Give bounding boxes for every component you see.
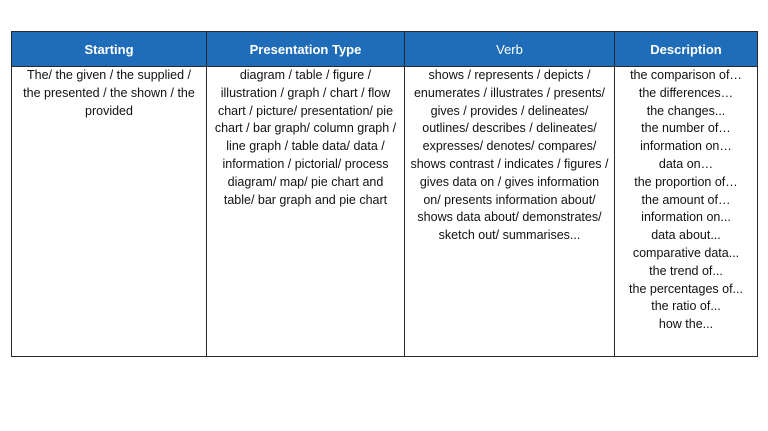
cell-line: enumerates / illustrates / presents/ <box>413 85 606 100</box>
cell-line: the percentages of... <box>629 281 743 296</box>
cell-presentation-type <box>207 67 405 357</box>
cell-line: the amount of… <box>641 192 731 207</box>
cell-line: data on… <box>658 156 714 171</box>
cell-line: information / pictorial/ process <box>222 156 389 171</box>
cell-verb <box>405 67 615 357</box>
cell-line: information on... <box>641 210 731 225</box>
cell-line: shows data about/ demonstrates/ <box>417 210 602 225</box>
cell-line: the proportion of… <box>634 174 738 189</box>
cell-line: line graph / table data/ data / <box>226 139 385 154</box>
cell-line: chart / picture/ presentation/ pie <box>217 103 394 118</box>
cell-line: The/ the given / the supplied / <box>27 68 191 82</box>
cell-line: information on… <box>640 139 732 154</box>
cell-line: the changes... <box>646 103 726 118</box>
vocabulary-table-container <box>11 31 757 357</box>
header-verb: Verb <box>405 32 615 67</box>
cell-line: the presented / the shown / the <box>23 85 195 100</box>
cell-line: the ratio of... <box>651 299 721 314</box>
header-description: Description <box>615 32 758 67</box>
cell-line: diagram/ map/ pie chart and <box>227 174 384 189</box>
cell-line: outlines/ describes / delineates/ <box>422 121 597 136</box>
cell-line: the number of… <box>641 121 731 136</box>
cell-line: provided <box>85 103 133 118</box>
cell-line: the trend of... <box>649 263 723 278</box>
header-presentation-type: Presentation Type <box>207 32 405 67</box>
cell-line: chart / bar graph/ column graph / <box>214 121 397 136</box>
cell-line: data about... <box>651 228 721 243</box>
cell-line: gives / provides / delineates/ <box>430 103 589 118</box>
cell-line: shows contrast / indicates / figures / <box>410 156 609 171</box>
cell-line: gives data on / gives information <box>419 174 600 189</box>
cell-starting <box>12 67 207 357</box>
vocabulary-table <box>11 31 758 357</box>
cell-description <box>615 67 758 357</box>
cell-line: illustration / graph / chart / flow <box>220 85 391 100</box>
cell-line: the differences… <box>638 85 734 100</box>
cell-line: shows / represents / depicts / <box>428 68 591 82</box>
cell-line: expresses/ denotes/ compares/ <box>422 139 597 154</box>
header-starting: Starting <box>12 32 207 67</box>
table-header-row <box>12 32 758 67</box>
cell-line: table/ bar graph and pie chart <box>223 192 388 207</box>
cell-line: how the... <box>658 317 714 332</box>
table-row <box>12 67 758 357</box>
cell-line: sketch out/ summarises... <box>438 228 581 243</box>
cell-line: diagram / table / figure / <box>239 68 372 82</box>
cell-line: on/ presents information about/ <box>423 192 596 207</box>
cell-line: comparative data... <box>632 245 740 260</box>
cell-line: the comparison of… <box>630 68 742 82</box>
